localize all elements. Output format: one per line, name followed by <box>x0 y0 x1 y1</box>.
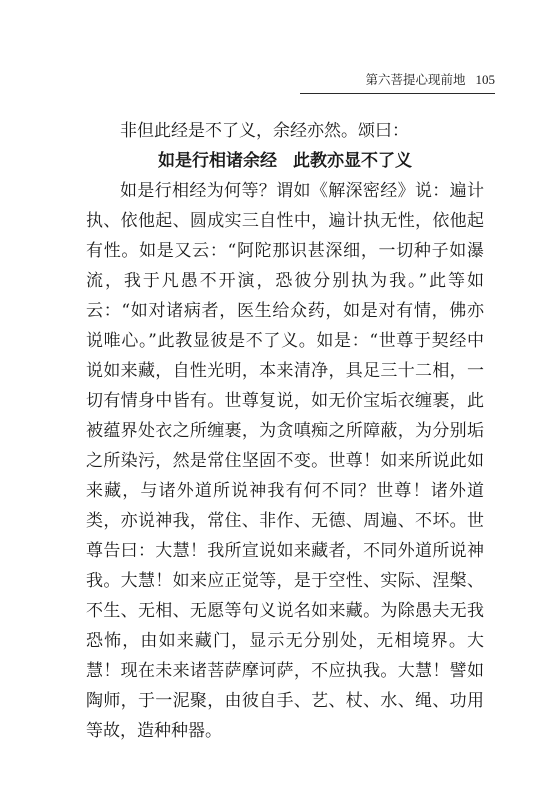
verse-title <box>86 146 484 176</box>
page-body <box>86 116 484 746</box>
verse-part-2: 此教亦显不了义 <box>293 151 412 171</box>
main-paragraph: 如是行相经为何等？谓如《解深密经》说：遍计执、依他起、圆成实三自性中，遍计执无性，依他起有性。如是又云：“阿陀那识甚深细，一切种子如瀑流，我于凡愚不开演，恐彼分别执为我。”此等如云：“如对诸病者，医生给众药，如是对有情，佛亦说唯心。”此教显彼是不了义。如是：“世尊于契经中说如来藏，自性光明，本来清净，具足三十二相，一切有情身中皆有。世尊复说，如无价宝垢衣缠裹，此被蕴界处衣之所缠裹，为贪嗔痴之所障蔽，为分别垢之所染污，然是常住坚固不变。世尊！如来所说此如来藏，与诸外道所说神我有何不同？世尊！诸外道类，亦说神我，常住、非作、无德、周遍、不坏。世尊告曰：大慧！我所宣说如来藏者，不同外道所说神我。大慧！如来应正觉等，是于空性、实际、涅槃、不生、无相、无愿等句义说名如来藏。为除愚夫无我恐怖，由如来藏门，显示无分别处，无相境界。大慧！现在未来诸菩萨摩诃萨，不应执我。大慧！譬如陶师，于一泥聚，由彼自手、艺、杖、水、绳、功用等故，造种种器。 <box>86 181 484 741</box>
intro-line: 非但此经是不了义，余经亦然。颂曰： <box>120 121 409 141</box>
verse-part-1: 如是行相诸余经 <box>158 151 277 171</box>
page-number: 105 <box>475 72 495 87</box>
chapter-title: 第六菩提心现前地 <box>365 72 466 87</box>
running-header <box>300 70 495 94</box>
